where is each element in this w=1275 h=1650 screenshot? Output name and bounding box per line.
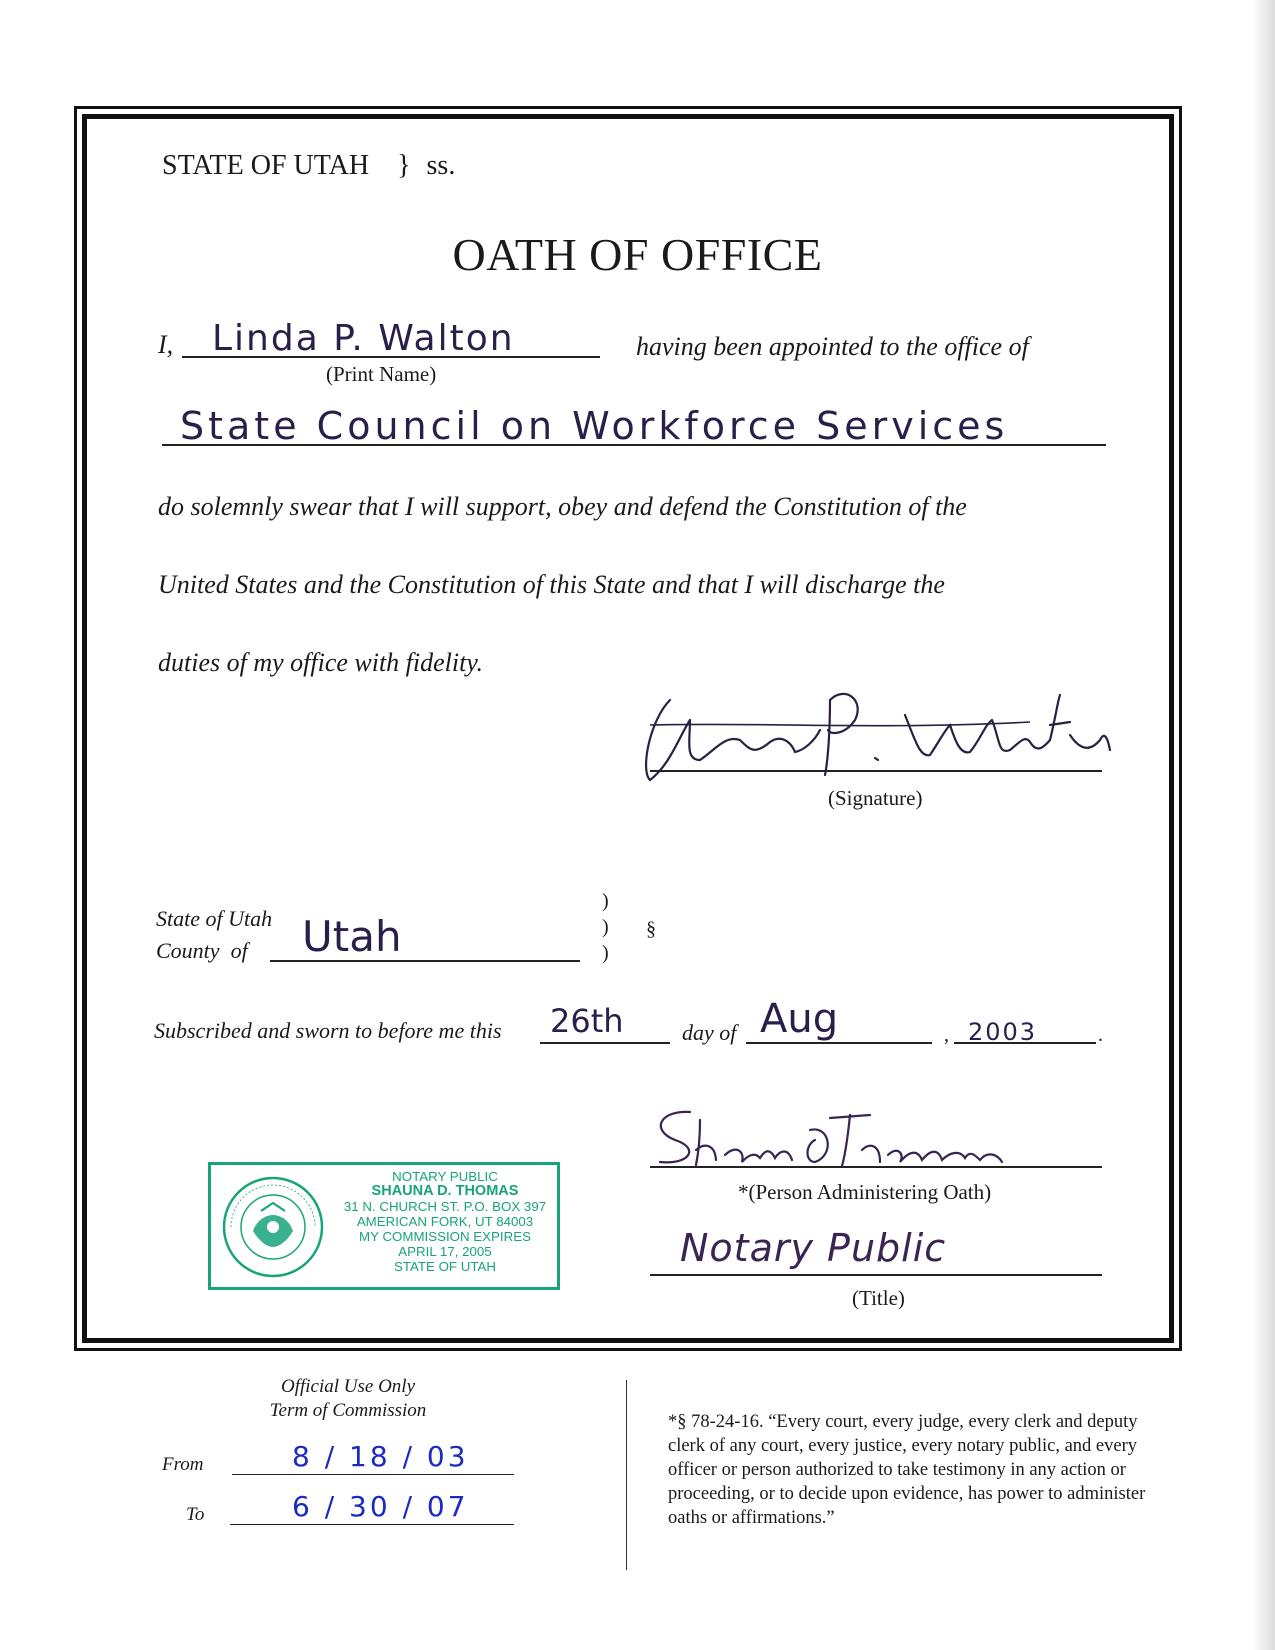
from-value: 8 / 18 / 03 [292,1440,469,1473]
venue-state-label: State of Utah [156,906,273,931]
stamp-line-1: NOTARY PUBLIC [392,1169,498,1184]
oath-body-line-3: duties of my office with fidelity. [158,648,483,677]
from-label: From [162,1454,204,1475]
stamp-line-4: AMERICAN FORK, UT 84003 [356,1214,534,1229]
venue-county-word: County [156,938,220,963]
administrator-title-value: Notary Public [680,1226,947,1270]
jurat-day-of: day of [682,1020,737,1045]
stamp-line-6: APRIL 17, 2005 [398,1244,492,1259]
state-header-state: STATE OF UTAH [162,150,370,181]
venue-county-of: of [230,938,248,963]
stamp-line-2: SHAUNA D. THOMAS [371,1183,519,1199]
statute-footnote: *§ 78-24-16. “Every court, every judge, every clerk and deputy clerk of any court, every justice, every notary public, and every officer or person authorized to take testimony in any action or proceeding, or to decide upon evidence, has power to administer oaths or affirmations.” [668,1412,1146,1528]
oath-body-line-2: United States and the Constitution of this State and that I will discharge the [158,570,945,599]
jurat-day-value: 26th [550,1002,624,1040]
venue-paren-3: ) [602,942,609,964]
appointed-text: having been appointed to the office of [636,332,1029,361]
jurat-month-value: Aug [760,996,839,1042]
section-symbol: § [646,918,656,940]
jurat-prefix: Subscribed and sworn to before me this [154,1018,502,1043]
venue-county-label [156,938,248,964]
official-use-heading: Official Use Only [280,1376,416,1397]
state-header-ss: ss. [426,150,456,181]
to-line [230,1524,514,1525]
jurat-day-line [540,1042,670,1044]
administrator-title-label: (Title) [852,1286,905,1310]
to-label: To [186,1504,205,1525]
oath-signature-image [630,680,1110,790]
jurat-end: . [1098,1024,1103,1046]
term-of-commission-heading: Term of Commission [269,1400,427,1421]
page-title: OATH OF OFFICE [452,229,823,280]
signature-label: (Signature) [828,786,923,810]
print-name-label: (Print Name) [326,362,437,386]
administrator-title-line [650,1274,1102,1276]
footer-divider [626,1380,627,1570]
state-seal-icon [221,1175,325,1279]
state-header [162,150,455,182]
stamp-line-3: 31 N. CHURCH ST. P.O. BOX 397 [343,1199,547,1214]
oath-prefix: I, [158,330,174,359]
county-value: Utah [302,912,402,961]
venue-paren-1: ) [602,890,609,912]
administrator-signature-label: *(Person Administering Oath) [738,1180,992,1204]
jurat-month-line [746,1042,932,1044]
office-value: State Council on Workforce Services [180,404,1009,448]
administrator-signature-image [630,1100,1050,1180]
notary-stamp [208,1162,560,1290]
oath-body-line-1: do solemnly swear that I will support, obey and defend the Constitution of the [158,492,967,521]
jurat-year-value: 2003 [968,1018,1038,1046]
print-name-value: Linda P. Walton [212,318,515,359]
to-value: 6 / 30 / 07 [292,1490,469,1523]
notary-stamp-text [329,1169,561,1274]
venue-paren-2: ) [602,916,609,938]
jurat-year-sep: , [944,1024,949,1046]
from-line [232,1474,514,1475]
state-header-brace: } [397,150,411,181]
stamp-line-5: MY COMMISSION EXPIRES [359,1229,531,1244]
stamp-line-7: STATE OF UTAH [394,1259,496,1274]
